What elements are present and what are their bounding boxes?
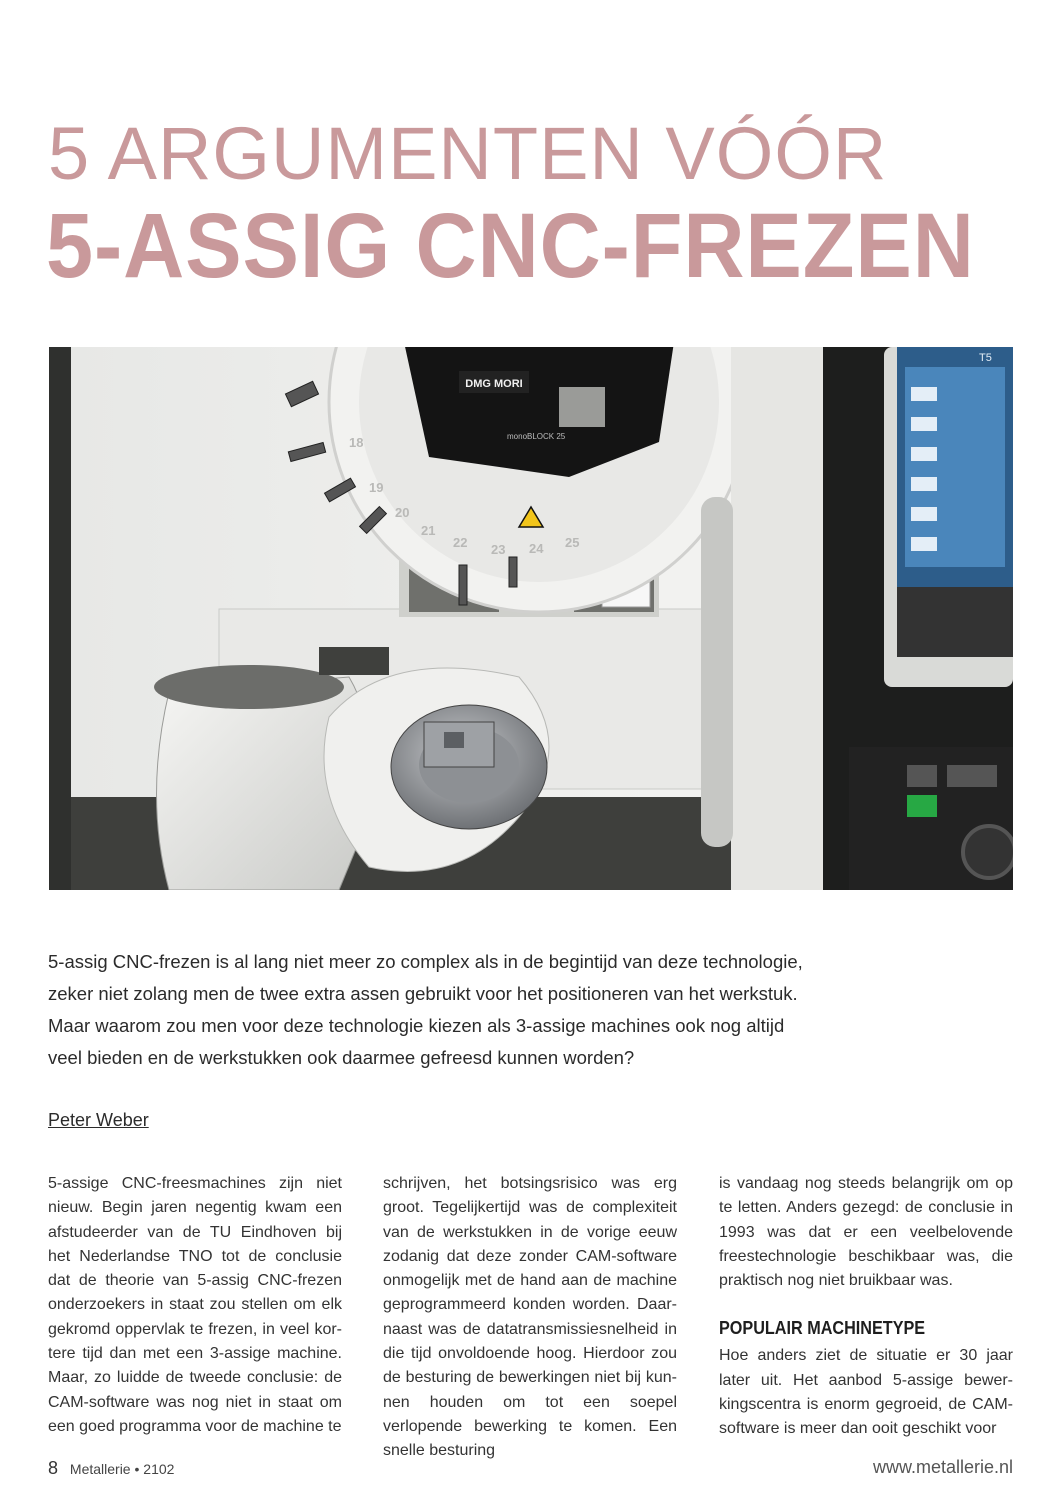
title-line-2: 5-ASSIG CNC-FREZEN [46,195,975,297]
tool-number: 18 [349,435,364,450]
page-number: 8 [48,1458,59,1478]
model-label: monoBLOCK 25 [507,432,566,441]
title-line-1: 5 ARGUMENTEN VÓÓR [48,112,888,195]
panel-label: T5 [979,352,992,364]
tool-number: 25 [565,535,580,550]
author-byline[interactable]: Peter Weber [48,1110,149,1130]
body-column-1 [48,1172,342,1439]
section-heading: POPULAIR MACHINETYPE [719,1318,926,1339]
footer-left [48,1458,174,1479]
body-column-2 [383,1172,677,1464]
tool-number: 21 [421,523,436,538]
tool-number: 24 [529,541,544,556]
tool-number: 20 [395,505,410,520]
tool-number: 22 [453,535,468,550]
tool-number: 23 [491,542,506,557]
hero-photo-cnc-machine [49,347,1013,890]
website-link[interactable]: www.metallerie.nl [872,1457,1013,1477]
body-column-3 [719,1172,1013,1442]
body-paragraph: Hoe anders ziet de situatie er 30 jaar later uit. Het aanbod 5-assige bewerkingscentra is enorm gegroeid, de CAM-software is meer dan ooit geschikt voor [719,1347,1013,1438]
publication-issue: Metallerie • 2102 [69,1461,175,1477]
tool-number: 19 [369,480,384,495]
body-paragraph: is vandaag nog steeds belangrijk om op te letten. Anders gezegd: de conclusie in 1993 was dat er een veelbelovende freestechnologie beschikbaar was, die praktisch nog niet bruikbaar was. [719,1175,1013,1290]
intro-paragraph: 5-assig CNC-frezen is al lang niet meer zo complex als in de begintijd van deze technologie, zeker niet zolang men de twee extra assen gebruikt voor het positioneren van het werkstuk. Maar waarom zou men voor deze technologie kiezen als 3-assige machines ook nog altijd veel bieden en de werkstukken ook daarmee gefreesd kunnen worden? [48,951,803,1068]
brand-label: DMG MORI [465,378,523,390]
body-paragraph: 5-assige CNC-freesmachines zijn niet nieuw. Begin jaren negentig kwam een afstudeerder van de TU Eindhoven bij het Nederlandse TNO tot de conclusie dat de theorie van 5-assig CNC-frezen onderzoekers in staat zou stellen om elk gekromd oppervlak te frezen, in veel kortere tijd dan met een 3-assige machine. Maar, zo luidde de tweede conclusie: de CAM-software was nog niet in staat om een goed programma voor de machine te [48,1175,342,1435]
body-paragraph: schrijven, het botsingsrisico was erg groot. Tegelijkertijd was de complexiteit van de werkstukken in de vorige eeuw zodanig dat deze zonder CAM-software onmogelijk met de hand aan de machine geprogrammeerd konden worden. Daarnaast was de datatransmissiesnelheid in die tijd onvoldoende hoog. Hierdoor zou de besturing de bewerkingen niet bij kunnen houden om tot een soepel verlopende bewerking te komen. Een snelle besturing [383,1175,677,1460]
machine-illustration [49,347,1013,890]
